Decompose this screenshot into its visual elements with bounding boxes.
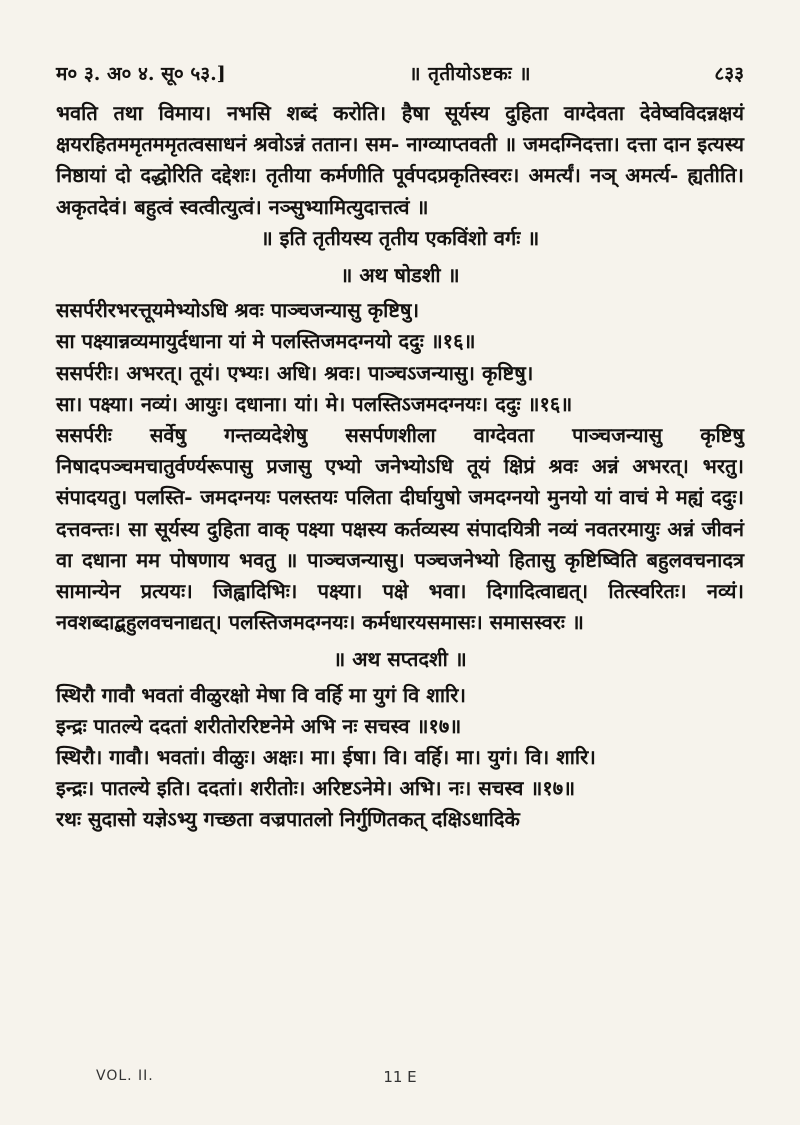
verse-17-heading: ॥ अथ सप्तदशी ॥ bbox=[333, 647, 467, 672]
verse-16-heading: ॥ अथ षोडशी ॥ bbox=[340, 263, 460, 288]
page-number: ८३३ bbox=[714, 63, 744, 85]
verse-17-commentary: रथः सुदासो यज्ञेऽभ्यु गच्छता वज्रपातलो निर्गुणितकत् दक्षिऽधादिके bbox=[56, 807, 520, 832]
volume-label: VOL. II. bbox=[96, 1068, 154, 1084]
printer-signature: 11 E bbox=[383, 1068, 417, 1086]
section-reference: म० ३. अ० ४. सू० ५३.] bbox=[56, 63, 226, 85]
verse-16-line-1: ससर्परीरभरत्तूयमेभ्योऽधि श्रवः पाञ्चजन्यासु कृष्टिषु। bbox=[56, 298, 420, 323]
commentary-paragraph: भवति तथा विमाय। नभसि शब्दं करोति। हैषा सूर्यस्य दुहिता वाग्देवता देवेष्वविदन्नक्षयं क्षयरहितममृतममृतत्वसाधनं श्रवोऽन्नं ततान। सम- नाग्व्याप्तवती ॥ जमदग्निदत्ता। दत्ता दान इत्यस्य निष्ठायां दो दद्धोरिति दद्देशः। तृतीया कर्मणीति पूर्वपदप्रकृतिस्वरः। अमर्त्यं। नञ् अमर्त्य- ह्यतीति। अकृतदेवं। बहुत्वं स्वत्वीत्युत्वं। नञ्सुभ्यामित्युदात्तत्वं ॥ bbox=[56, 101, 744, 219]
verse-16-line-2: सा पक्ष्यान्नव्यमायुर्दधाना यां मे पलस्तिजमदग्नयो ददुः ॥१६॥ bbox=[56, 329, 476, 354]
running-title: ॥ तृतीयोऽष्टकः ॥ bbox=[409, 63, 532, 85]
verse-17-line-2: इन्द्रः पातल्ये ददतां शरीतोररिष्टनेमे अभि नः सचस्व ॥१७॥ bbox=[56, 713, 462, 738]
varga-end-marker: ॥ इति तृतीयस्य तृतीय एकविंशो वर्गः ॥ bbox=[260, 225, 540, 250]
verse-16-commentary: ससर्परीः सर्वेषु गन्तव्यदेशेषु ससर्पणशीला वाग्देवता पाञ्चजन्यासु कृष्टिषु निषादपञ्चमचातुर्वर्ण्यरूपासु प्रजासु एभ्यो जनेभ्योऽधि तूयं क्षिप्रं श्रवः अन्नं अभरत्। भरतु। संपादयतु। पलस्ति- जमदग्नयः पलस्तयः पलिता दीर्घायुषो जमदग्नयो मुनयो यां वाचं मे मह्यं ददुः। दत्तवन्तः। सा सूर्यस्य दुहिता वाक् पक्ष्या पक्षस्य कर्तव्यस्य संपादयित्री नव्यं नवतरमायुः अन्नं जीवनं वा दधाना मम पोषणाय भवतु ॥ पाञ्चजन्यासु। पञ्चजनेभ्यो हितासु कृष्टिष्विति बहुलवचनादत्र सामान्येन प्रत्ययः। जिह्वादिभिः। पक्ष्या। पक्षे भवा। दिगादित्वाद्यत्। तित्स्वरितः। नव्यं। नवशब्दाद्बहुलवचनाद्यत्। पलस्तिजमदग्नयः। कर्मधारयसमासः। समासस्वरः ॥ bbox=[56, 423, 744, 635]
verse-17-padapatha-line-2: इन्द्रः। पातल्ये इति। ददतां। शरीतोः। अरिष्टऽनेमे। अभि। नः। सचस्व ॥१७॥ bbox=[56, 776, 576, 801]
verse-16-padapatha-line-2: सा। पक्ष्या। नव्यं। आयुः। दधाना। यां। मे। पलस्तिऽजमदग्नयः। ददुः ॥१६॥ bbox=[56, 391, 573, 416]
page-header bbox=[56, 60, 744, 90]
verse-16-padapatha-line-1: ससर्परीः। अभरत्। तूयं। एभ्यः। अधि। श्रवः। पाञ्चऽजन्यासु। कृष्टिषु। bbox=[56, 360, 534, 385]
verse-17-padapatha-line-1: स्थिरौ। गावौ। भवतां। वीळुः। अक्षः। मा। ईषा। वि। वर्हि। मा। युगं। वि। शारि। bbox=[56, 745, 596, 770]
page-body bbox=[56, 98, 744, 836]
verse-17-line-1: स्थिरौ गावौ भवतां वीळुरक्षो मेषा वि वर्हि मा युगं वि शारि। bbox=[56, 682, 466, 707]
page-footer bbox=[56, 1068, 744, 1092]
